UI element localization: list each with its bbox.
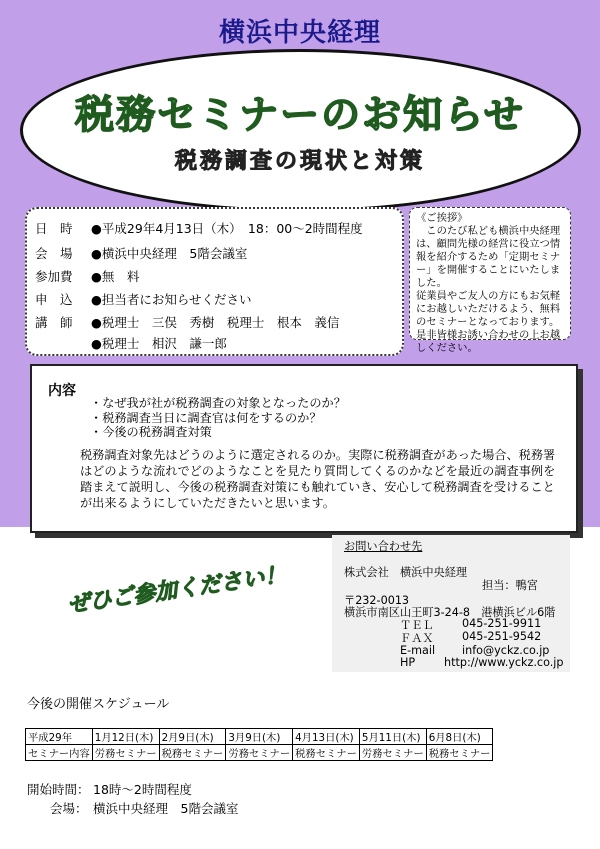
list-item: ・ なぜ我が社が税務調査の対象となったのか？ — [90, 396, 346, 411]
schedule-date: 2月9日(木) — [159, 729, 226, 745]
schedule-date: 1月12日(木) — [92, 729, 159, 745]
company-name: 横浜中央経理 — [218, 18, 381, 48]
greeting-heading: 《ご挨拶》 — [416, 212, 468, 224]
contact-box — [332, 535, 570, 672]
fee-value: ●無 料 — [91, 269, 140, 284]
table-row — [26, 745, 493, 761]
call-to-action: ぜひご参加ください！ — [66, 562, 288, 619]
fax-value: 045-251-9542 — [462, 630, 542, 643]
contact-company: 株式会社 横浜中央経理 — [344, 566, 468, 579]
schedule-topic: 税務セミナー — [293, 745, 360, 761]
lecturer-label: 講 師 — [35, 315, 73, 330]
schedule-date: 4月13日(木) — [293, 729, 360, 745]
schedule-row-label: セミナー内容 — [26, 745, 93, 761]
fax-label: ＦＡＸ — [400, 632, 434, 645]
schedule-topic: 労務セミナー — [359, 745, 426, 761]
event-details-box — [25, 207, 404, 356]
hp-link[interactable]: http://www.yckz.co.jp — [444, 656, 564, 669]
seminar-subtitle: 税務調査の現状と対策 — [174, 149, 425, 174]
content-heading: 内容 — [48, 383, 76, 399]
list-item: ・ 税務調査当日に調査官は何をするのか？ — [90, 411, 346, 426]
apply-value: ●担当者にお知らせください — [91, 292, 252, 307]
fee-row — [35, 267, 139, 285]
start-time-label: 開始時間： — [27, 782, 90, 797]
fee-label: 参加費 — [35, 269, 73, 284]
apply-label: 申 込 — [35, 292, 73, 307]
schedule-year: 平成29年 — [26, 729, 93, 745]
contact-heading: お問い合わせ先 — [344, 540, 423, 553]
email-label: E-mail — [400, 644, 436, 657]
schedule-date: 3月9日(木) — [226, 729, 293, 745]
list-item: ・ 今後の税務調査対策 — [90, 425, 346, 440]
content-bullet-list — [90, 396, 346, 440]
schedule-topic: 労務セミナー — [92, 745, 159, 761]
schedule-date: 6月8日(木) — [426, 729, 493, 745]
email-link[interactable]: info@yckz.co.jp — [462, 644, 550, 657]
schedule-date: 5月11日(木) — [359, 729, 426, 745]
date-row — [35, 219, 363, 237]
contact-person: 担当：鴨宮 — [482, 579, 538, 592]
seminar-title: 税務セミナーのお知らせ — [75, 93, 525, 138]
schedule-topic: 労務セミナー — [226, 745, 293, 761]
lecturer-value-2: ●税理士 相沢 謙一郎 — [91, 336, 227, 351]
table-row — [26, 729, 493, 745]
start-time-value: 18時～2時間程度 — [93, 782, 192, 797]
content-box — [30, 364, 578, 533]
tel-label: ＴＥＬ — [400, 619, 434, 632]
schedule-topic: 税務セミナー — [426, 745, 493, 761]
venue-value: ●横浜中央経理 5階会議室 — [91, 246, 248, 261]
date-label: 日 時 — [35, 221, 73, 236]
content-paragraph: 税務調査対象先はどうのように選定されるのか。実際に税務調査があった場合、税務署はどのような流れでどのようなことを見たり質問してくるのかなどを最近の調査事例を踏まえて説明し、今後の税務調査対策にも触れていき、安心して税務調査を受けることが出来るようにしていただきたいと思います。 — [80, 448, 556, 510]
venue-info-label: 会場： — [50, 801, 88, 816]
schedule-topic: 税務セミナー — [159, 745, 226, 761]
venue-row — [35, 244, 247, 262]
lecturer-value-1: ●税理士 三俣 秀樹 税理士 根本 義信 — [91, 315, 340, 330]
hp-label: HP — [400, 656, 416, 669]
apply-row — [35, 290, 252, 308]
date-value: ●平成29年4月13日（木） 18：00～2時間程度 — [91, 221, 363, 236]
contact-address: 横浜市南区山王町3-24-8 港横浜ビル6階 — [344, 606, 556, 619]
contact-postal: 〒232-0013 — [344, 594, 410, 607]
lecturer-row — [35, 313, 339, 331]
greeting-body: このたび私ども横浜中央経理は、顧問先様の経営に役立つ情報を紹介するため「定期セミナー」を開催することにいたしました。 従業員やご友人の方にもお気軽にお越しいただけるよう、無料のセミナーとなっております。是非皆様お誘い合わせの上お越しください。 — [416, 225, 561, 354]
tel-value: 045-251-9911 — [462, 617, 542, 630]
schedule-table — [25, 728, 493, 761]
greeting-box — [409, 207, 571, 354]
venue-info-value: 横浜中央経理 5階会議室 — [93, 801, 239, 816]
venue-label: 会 場 — [35, 246, 73, 261]
schedule-title: 今後の開催スケジュール — [27, 697, 170, 712]
